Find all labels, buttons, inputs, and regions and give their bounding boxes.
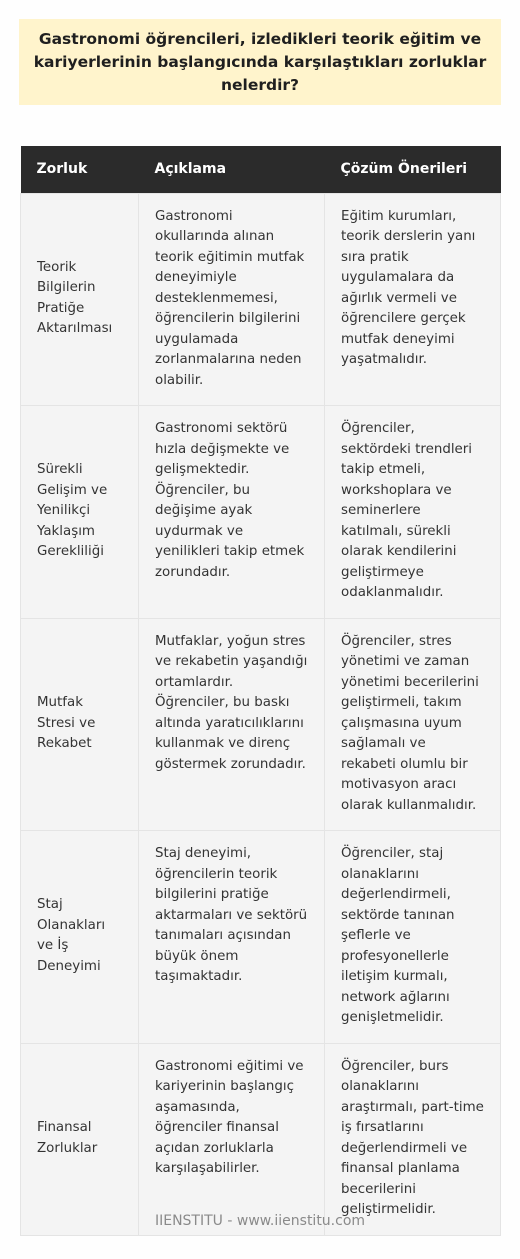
table-row (21, 1043, 501, 1235)
table-header-row (21, 146, 501, 193)
cell-zorluk: Mutfak Stresi ve Rekabet (21, 618, 139, 831)
cell-aciklama: Staj deneyimi, öğrencilerin teorik bilgilerini pratiğe aktarmaları ve sektörü tanımaları açısından büyük önem taşımaktadır. (139, 831, 325, 1044)
cell-aciklama: Gastronomi eğitimi ve kariyerinin başlangıç aşamasında, öğrenciler finansal açıdan zorluklarla karşılaşabilirler. (139, 1043, 325, 1235)
cell-zorluk: Sürekli Gelişim ve Yenilikçi Yaklaşım Gerekliliği (21, 406, 139, 619)
table-row (21, 193, 501, 406)
cell-zorluk: Staj Olanakları ve İş Deneyimi (21, 831, 139, 1044)
header-zorluk: Zorluk (21, 146, 139, 193)
cell-cozum: Eğitim kurumları, teorik derslerin yanı sıra pratik uygulamalara da ağırlık vermeli ve öğrencilere gerçek mutfak deneyimi yaşatmalıdır. (325, 193, 501, 406)
cell-zorluk: Teorik Bilgilerin Pratiğe Aktarılması (21, 193, 139, 406)
table-row (21, 831, 501, 1044)
cell-zorluk: Finansal Zorluklar (21, 1043, 139, 1235)
cell-cozum: Öğrenciler, staj olanaklarını değerlendirmeli, sektörde tanınan şeflerle ve profesyonellerle iletişim kurmalı, network ağlarını genişletmelidir. (325, 831, 501, 1044)
cell-cozum: Öğrenciler, burs olanaklarını araştırmalı, part-time iş fırsatlarını değerlendirmeli ve finansal planlama becerilerini geliştirmelidir. (325, 1043, 501, 1235)
page-title: Gastronomi öğrencileri, izledikleri teorik eğitim ve kariyerlerinin başlangıcında karşılaştıkları zorluklar nelerdir? (33, 29, 487, 94)
title-banner (19, 19, 501, 105)
cell-aciklama: Gastronomi okullarında alınan teorik eğitimin mutfak deneyimiyle desteklenmemesi, öğrencilerin bilgilerini uygulamada zorlanmalarına neden olabilir. (139, 193, 325, 406)
cell-aciklama: Mutfaklar, yoğun stres ve rekabetin yaşandığı ortamlardır. Öğrenciler, bu baskı altında yaratıcılıklarını kullanmak ve direnç göstermek zorundadır. (139, 618, 325, 831)
cell-aciklama: Gastronomi sektörü hızla değişmekte ve gelişmektedir. Öğrenciler, bu değişime ayak uydurmak ve yenilikleri takip etmek zorundadır. (139, 406, 325, 619)
table-row (21, 618, 501, 831)
challenges-table (20, 146, 501, 1236)
cell-cozum: Öğrenciler, stres yönetimi ve zaman yönetimi becerilerini geliştirmeli, takım çalışmasına uyum sağlamalı ve rekabeti olumlu bir motivasyon aracı olarak kullanmalıdır. (325, 618, 501, 831)
header-aciklama: Açıklama (139, 146, 325, 193)
header-cozum: Çözüm Önerileri (325, 146, 501, 193)
table-row (21, 406, 501, 619)
footer-credit: IIENSTITU - www.iienstitu.com (154, 1213, 366, 1229)
cell-cozum: Öğrenciler, sektördeki trendleri takip etmeli, workshoplara ve seminerlere katılmalı, sürekli olarak kendilerini geliştirmeye odaklanmalıdır. (325, 406, 501, 619)
